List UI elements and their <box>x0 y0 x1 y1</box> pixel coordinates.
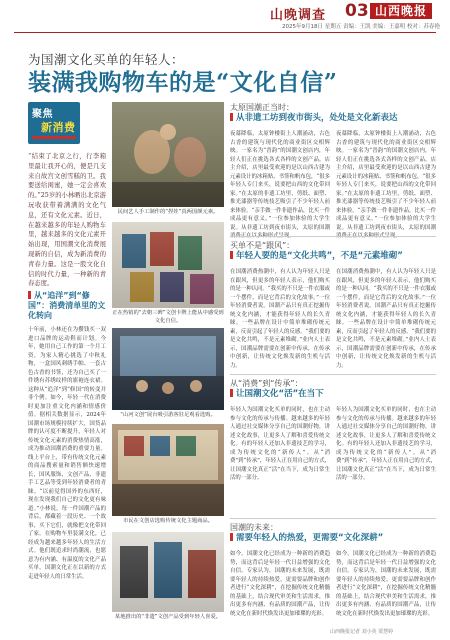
photo-craft-illustration <box>112 102 224 207</box>
caption-photo-craft: 民间艺人手工制作的“捏娃”真两国颜元素。 <box>117 209 219 215</box>
subhead-marker <box>230 389 233 397</box>
photo-cards <box>112 222 224 308</box>
right-section-1-title-text: 从非遗工坊到夜市街头，处处是文化新表达 <box>236 113 398 123</box>
photo-products <box>112 532 224 612</box>
subhead-marker <box>230 251 233 259</box>
right-section-1-body-b: 夜幕降临，太原钟楼街上人潮涌动，古色古香的建筑与现代化的商业街区交相辉映。一家名为“晋韵”的国潮文创店内，年轻人们正在挑选各式各样的文创产品。店主介绍，店里最受欢迎的是以山西古建为元素设计的冰箱贴、书签和帆布包，“很多年轻人专门来买，说要把山西的文化带回家。”在太原的非遗工坊里，剪纸、面塑、推光漆器等传统技艺吸引了不少年轻人前来体验。“亲手做一件非遗作品，比买一件成品更有意义。”一位参加体验的大学生说。从非遗工坊到夜市街头，太原的国潮 <box>336 131 436 231</box>
right-section-4-body-a: 如今，国潮文化已经成为一种新的消费趋势，而这背后是年轻一代日益增强的文化自信。专家认为，国潮的未来发展，既需要年轻人的持续热爱，更需要品牌和创作者进行“文化深耕”，在挖掘传统文化精髓的基础上，结合现代审美和生活需求，推出更多有内涵、有品质的国潮产品，让传统文化在新时代焕发出更加璀璨的光彩。 <box>230 551 330 617</box>
photo-shop <box>112 424 224 516</box>
right-section-2-pre: 买单不是“跟风”： <box>230 241 295 250</box>
left-section-body-col1: 十年前，小林还在为攒钱买一双进口品牌的运动鞋而计划。今年，她用自己工作的第一个月工资，为家人精心挑选了中秋礼物，一盒国风刺绣手帕、一套古色古香的书签，还为自己买了一件绣有苏绣纹样的旗袍连衣裙。这种从“追洋”到“修国”的转变并非个例。如今，年轻一代在消费时更加注重文化内涵和情感价值。据相关数据显示，2024年国潮市场规模持续扩大，国货品牌的认可度不断提升，年轻人对传统文化元素的消费热情高涨，成为推动国潮消费的重要力量。线上平台上，带有传统文化元素的商品搜索量和销售额快速增长，国风服饰、文创产品、非遗手工艺品等受到年轻消费者的青睐。“以前觉得国外的东西好，现在发现我们自己的文化更有味道。”小林说，每一件国潮产品的背后，都藏着一段历史、一个故事，买下它们，就像把文化带回了家。在购物车里装满文化，已经成为越来越多年轻人的生活方式。他们既追求时尚潮流，也愿意为有内涵、有温度的文化产品买单，国潮文化正在以新的方式走进年轻人的日常生活。 <box>28 327 106 580</box>
photo-craft <box>112 102 224 207</box>
caption-photo-products: 某地推出的“非遗”文创产品受到年轻人喜爱。 <box>114 614 222 620</box>
photo-shop-illustration <box>112 424 224 516</box>
page-header <box>0 0 450 34</box>
right-section-3-body-a: 年轻人为国潮文化买单的同时，也在主动参与文化的传承与传播。越来越多的年轻人通过社交媒体分享自己的国潮好物，讲述文化故事，让更多人了解和喜爱传统文化。有的年轻人还加入非遗技艺的学习，成为传统文化的“新传人”。从“消费”到“传承”，年轻人正在用自己的方式，让国潮文化真正“活”在当下，成为日常生活的一部分。 <box>230 407 330 481</box>
reporter-credit: 山西晚报记者 刘小英 贾慧婷 <box>330 629 394 635</box>
subhead-marker <box>230 113 233 121</box>
right-section-1-body-a: 夜幕降临，太原钟楼街上人潮涌动，古色古香的建筑与现代化的商业街区交相辉映。一家名为“晋韵”的国潮文创店内，年轻人们正在挑选各式各样的文创产品。店主介绍，店里最受欢迎的是以山西古建为元素设计的冰箱贴、书签和帆布包，“很多年轻人专门来买，说要把山西的文化带回家。”在太原的非遗工坊里，剪纸、面塑、推光漆器等传统技艺吸引了不少年轻人前来体验。“亲手做一件非遗作品，比买一件成品更有意义。”一位参加体验的大学生说。从非遗工坊到夜市街头，太原的国潮 <box>230 131 330 231</box>
right-section-3-pre: 从“消费”到“传承”： <box>230 379 303 388</box>
page-number: 03 <box>345 1 369 21</box>
issue-meta: 2025年9月18日 星期五 责编：王凯 美编：王嘉明 校对：苏春艳 <box>282 24 440 30</box>
right-section-3-title-text: 让国潮文化“活”在当下 <box>236 389 324 399</box>
header-rule <box>14 32 436 33</box>
right-section-2-title <box>230 240 436 262</box>
right-section-1-pre: 太原国潮正当时： <box>230 103 294 112</box>
column-logo <box>28 102 80 144</box>
right-section-2-body-b: 在国潮消费热潮中，有人认为年轻人只是在跟风，但更多的年轻人表示，他们购买的是一种认同。“我买的不只是一件衣服或一个摆件，而是它背后的文化故事。”一位年轻消费者说。国潮产品只有真正挖掘传统文化内涵，才能获得年轻人的长久青睐。一些品牌在设计中简单堆砌传统元素，反而引起了年轻人的反感。“我们要的是文化共鸣，不是元素堆砌。”业内人士表示，国潮品牌需要在创新中传承，在传承中创新，让传统文化焕发新的生机与活力。 <box>336 269 436 369</box>
right-section-4-title-text: 需要年轻人的热爱，更需要“文化深耕” <box>236 533 384 543</box>
section-divider <box>230 518 436 519</box>
caption-photo-booth: “山河文创”展台吸引游客驻足观看选购。 <box>120 412 216 418</box>
caption-photo-cards: 正在热销的“去朝三碑”文创卡牌上能从中感受到文化自信。 <box>112 310 224 324</box>
right-section-3-body-b: 年轻人为国潮文化买单的同时，也在主动参与文化的传承与传播。越来越多的年轻人通过社交媒体分享自己的国潮好物，讲述文化故事，让更多人了解和喜爱传统文化。有的年轻人还加入非遗技艺的学习，成为传统文化的“新传人”。从“消费”到“传承”，年轻人正在用自己的方式，让国潮文化真正“活”在当下，成为日常生活的一部分。 <box>336 407 436 481</box>
headline-kicker: 为国潮文化买单的年轻人： <box>28 52 185 67</box>
section-divider <box>230 374 436 375</box>
left-section-title <box>28 291 108 321</box>
column-logo-line1: 聚焦 <box>32 109 53 120</box>
subhead-marker <box>28 291 31 299</box>
right-section-3-title <box>230 378 436 400</box>
newspaper-logo: 山西晚报 <box>370 3 432 19</box>
photo-products-illustration <box>112 532 224 612</box>
column-logo-bar <box>32 136 76 139</box>
photo-cards-illustration <box>112 222 224 308</box>
left-section-title-text: 从“追洋”到“修国”：消费清单里的文化转向 <box>28 291 106 320</box>
intro-paragraph: “结束了北京之行，行李箱里最让我开心的，便是几支来自故宫文创雪糕的卫。我要送给闺蜜，她一定会喜欢的。”25岁的小林晒出北京游玩收获带着满满的文化气息，还有文化元素。近日，在越来越多的年轻人购物车里，越来越多的文化元素开始出现，用国潮文化消费展现新的自信，成为新消费的青春力量。这是一股文化自信的时代力量，一种新的青春态度。 <box>28 153 106 288</box>
section-name: 山晚调查 <box>270 8 327 23</box>
subhead-marker <box>230 533 233 541</box>
right-section-2-title-text: 年轻人要的是“文化共鸣”，不是“元素堆砌” <box>236 251 403 261</box>
right-section-2-body-a: 在国潮消费热潮中，有人认为年轻人只是在跟风，但更多的年轻人表示，他们购买的是一种认同。“我买的不只是一件衣服或一个摆件，而是它背后的文化故事。”一位年轻消费者说。国潮产品只有真正挖掘传统文化内涵，才能获得年轻人的长久青睐。一些品牌在设计中简单堆砌传统元素，反而引起了年轻人的反感。“我们要的是文化共鸣，不是元素堆砌。”业内人士表示，国潮品牌需要在创新中传承，在传承中创新，让传统文化焕发新的生机与活力。 <box>230 269 330 369</box>
right-section-4-pre: 国潮的未来： <box>230 523 278 532</box>
section-divider <box>230 236 436 237</box>
headline-title: 装满我购物车的是“文化自信” <box>28 69 338 96</box>
right-section-4-title <box>230 522 436 544</box>
right-section-1-title <box>230 102 436 124</box>
photo-booth <box>112 328 224 410</box>
photo-booth-illustration <box>112 328 224 410</box>
column-logo-line2: 新消费 <box>41 121 76 134</box>
caption-photo-shop: 市民在文创店选购传统文化主题商品。 <box>122 518 214 524</box>
right-section-4-body-b: 如今，国潮文化已经成为一种新的消费趋势，而这背后是年轻一代日益增强的文化自信。专家认为，国潮的未来发展，既需要年轻人的持续热爱，更需要品牌和创作者进行“文化深耕”，在挖掘传统文化精髓的基础上，结合现代审美和生活需求，推出更多有内涵、有品质的国潮产品，让传统文化在新时代焕发出更加璀璨的光彩。 <box>336 551 436 617</box>
